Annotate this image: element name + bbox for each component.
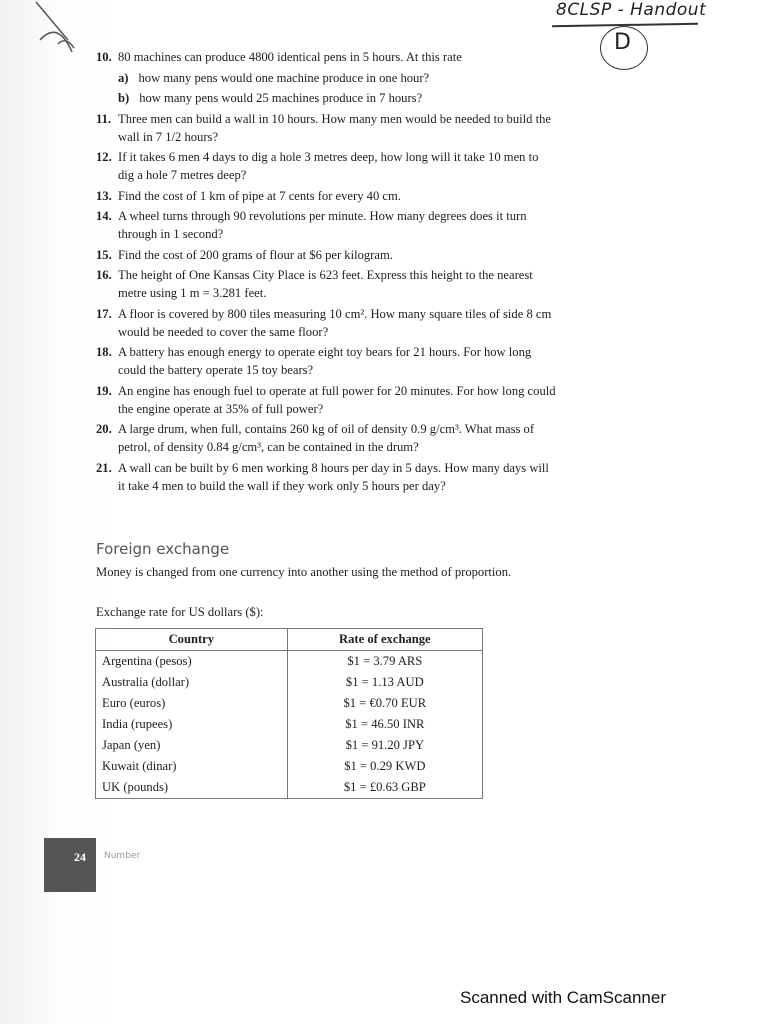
table-row (96, 672, 483, 693)
page-number: 24 (74, 850, 86, 864)
question-11 (96, 110, 556, 146)
question-15 (96, 246, 556, 264)
question-text: Find the cost of 1 km of pipe at 7 cents for every 40 cm. (118, 188, 401, 203)
question-number: 15. (96, 247, 112, 262)
country-cell: Japan (yen) (96, 735, 288, 756)
handwritten-circled-letter: D (614, 30, 631, 55)
table-row (96, 756, 483, 777)
question-14 (96, 207, 556, 243)
question-text: An engine has enough fuel to operate at full power for 20 minutes. For how long could the engine operate at 35% of full power? (118, 383, 556, 416)
chapter-label: Number (104, 851, 141, 861)
rate-cell: $1 = 46.50 INR (287, 714, 482, 735)
question-number: 17. (96, 306, 112, 321)
table-row (96, 735, 483, 756)
rate-cell: $1 = 0.29 KWD (287, 756, 482, 777)
question-number: 12. (96, 150, 112, 164)
table-header-row (96, 629, 483, 651)
question-number: 10. (96, 50, 112, 64)
question-text: how many pens would one machine produce in one hour? (138, 70, 430, 85)
rate-cell: $1 = £0.63 GBP (287, 777, 482, 799)
question-text: A large drum, when full, contains 260 kg of oil of density 0.9 g/cm³. What mass of petrol, of density 0.84 g/cm³, can be contained in the drum? (118, 422, 535, 454)
question-text: A floor is covered by 800 tiles measuring 10 cm². How many square tiles of side 8 cm would be needed to cover the same floor? (118, 306, 552, 339)
question-number: 19. (96, 383, 112, 398)
column-header-country: Country (96, 629, 288, 651)
question-19 (96, 382, 556, 418)
exchange-rate-table (95, 628, 483, 799)
rate-cell: $1 = 3.79 ARS (287, 651, 482, 673)
question-10 (96, 48, 556, 66)
country-cell: Argentina (pesos) (96, 651, 288, 673)
question-text: A battery has enough energy to operate eight toy bears for 21 hours. For how long could the battery operate 15 toy bears? (118, 345, 532, 377)
question-text: 80 machines can produce 4800 identical pens in 5 hours. At this rate (118, 50, 462, 64)
rate-cell: $1 = 91.20 JPY (287, 735, 482, 756)
table-row (96, 714, 483, 735)
country-cell: India (rupees) (96, 714, 288, 735)
question-number: 13. (96, 188, 112, 203)
rate-cell: $1 = €0.70 EUR (287, 693, 482, 714)
country-cell: UK (pounds) (96, 777, 288, 799)
table-row (96, 777, 483, 799)
question-text: Find the cost of 200 grams of flour at $6 per kilogram. (118, 247, 393, 262)
sub-question-letter: b) (118, 91, 130, 105)
table-caption: Exchange rate for US dollars ($): (96, 605, 264, 619)
question-number: 20. (96, 422, 112, 436)
section-title: Foreign exchange (96, 540, 230, 558)
question-12 (96, 148, 556, 184)
column-header-rate: Rate of exchange (287, 629, 482, 651)
question-10b (96, 89, 556, 107)
question-number: 21. (96, 460, 112, 475)
question-text: The height of One Kansas City Place is 623 feet. Express this height to the nearest metre using 1 m = 3.281 feet. (118, 268, 533, 300)
question-text: A wheel turns through 90 revolutions per minute. How many degrees does it turn through in 1 second? (118, 209, 527, 241)
section-intro: Money is changed from one currency into another using the method of proportion. (96, 565, 512, 579)
sub-question-letter: a) (118, 70, 129, 85)
question-17 (96, 305, 556, 341)
question-13 (96, 187, 556, 205)
question-text: A wall can be built by 6 men working 8 hours per day in 5 days. How many days will it take 4 men to build the wall if they work only 5 hours per day? (118, 460, 549, 493)
question-number: 11. (96, 111, 112, 126)
question-list (96, 48, 556, 497)
question-18 (96, 343, 556, 379)
question-text: Three men can build a wall in 10 hours. How many men would be needed to build the wall in 7 1/2 hours? (118, 111, 551, 144)
question-10a (96, 69, 556, 87)
table-row (96, 651, 483, 673)
question-21 (96, 459, 556, 495)
question-number: 18. (96, 345, 112, 359)
question-20 (96, 420, 556, 456)
handwritten-header: 8CLSP - Handout (556, 0, 707, 20)
question-text: If it takes 6 men 4 days to dig a hole 3 metres deep, how long will it take 10 men to dig a hole 7 metres deep? (118, 150, 539, 182)
pen-scribble-mark (28, 0, 88, 70)
question-text: how many pens would 25 machines produce in 7 hours? (139, 91, 423, 105)
question-number: 16. (96, 268, 112, 282)
page-number-tab (44, 838, 96, 892)
question-number: 14. (96, 209, 112, 223)
country-cell: Kuwait (dinar) (96, 756, 288, 777)
scanner-watermark: Scanned with CamScanner (460, 988, 667, 1007)
country-cell: Australia (dollar) (96, 672, 288, 693)
rate-cell: $1 = 1.13 AUD (287, 672, 482, 693)
table-row (96, 693, 483, 714)
country-cell: Euro (euros) (96, 693, 288, 714)
question-16 (96, 266, 556, 302)
